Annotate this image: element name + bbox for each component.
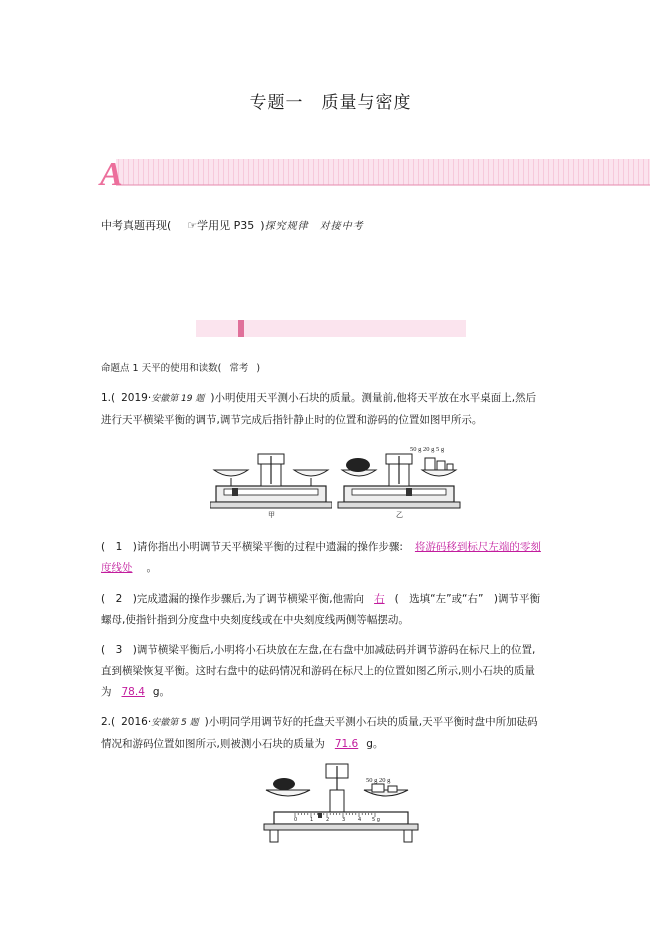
q2-stem-text: )小明同学用调节好的托盘天平测小石块的质量,天平平衡时盘中所加砝码情况和游码位置如图所示,则被测小石块的质量为 <box>101 716 538 750</box>
q2-source: 安徽第 5 题 <box>151 718 199 728</box>
topic-num: 1 <box>132 363 139 374</box>
section-close: ) <box>260 219 265 232</box>
topic-divider-bar <box>196 320 466 337</box>
topic-freq: 常考 <box>229 363 249 374</box>
q2-stone <box>273 778 295 790</box>
q2-rider <box>318 813 322 818</box>
weights-label-yi: 50 g 20 g 5 g <box>410 446 445 453</box>
q1-p2-rest: ( 选填“左”或“右” )调节平衡螺母,使指针指到分度盘中央刻度线或在中央刻度线两侧等幅摆动。 <box>101 593 541 626</box>
balance-figure-yi <box>336 440 466 518</box>
q1-p2-num: ( 2 ) <box>101 593 137 605</box>
section-tags: 探究规律 对接中考 <box>264 221 364 232</box>
q1-source: 安徽第 19 题 <box>151 394 205 404</box>
scale-label-0: 0 <box>294 817 298 823</box>
page-title: 专题一 质量与密度 <box>249 93 412 113</box>
scale-label-4: 4 <box>358 817 362 823</box>
section-banner <box>98 157 650 187</box>
topic-close: ) <box>256 363 261 374</box>
q1-year: 2019· <box>121 392 152 404</box>
divider-mark <box>238 320 244 337</box>
q1-p1-num: ( 1 ) <box>101 541 137 553</box>
section-prefix: 中考真题再现( <box>101 219 172 232</box>
q1-p2-text: 完成遗漏的操作步骤后,为了调节横梁平衡,他需向 <box>136 593 365 605</box>
stone <box>346 458 370 472</box>
q2-weights-label: 50 g 20 g <box>366 777 391 784</box>
q2-year: 2016· <box>121 716 152 728</box>
q1-stem-text: )小明使用天平测小石块的质量。测量前,他将天平放在水平桌面上,然后进行天平横梁平衡的调节,调节完成后指针静止时的位置和游码的位置如图甲所示。 <box>101 392 537 426</box>
scale-label-3: 3 <box>342 817 346 823</box>
section-ref: ☞学用见 P35 <box>187 219 255 232</box>
q2-number: 2.( <box>101 716 116 728</box>
label-jia: 甲 <box>268 511 275 518</box>
q1-p3-text: 调节横梁平衡后,小明将小石块放在左盘,在右盘中加减砝码并调节游码在标尺上的位置,直到横梁恢复平衡。这时右盘中的砝码情况和游码在标尺上的位置如图乙所示,则小石块的质量为 <box>101 644 536 698</box>
banner-letter: A <box>100 157 123 187</box>
q1-part3 <box>101 640 541 703</box>
balance-figure-q2 <box>260 760 422 844</box>
q1-part2 <box>101 589 541 631</box>
q1-p3-answer: 78.4 <box>121 686 145 698</box>
q1-p2-answer: 右 <box>374 593 385 605</box>
q1-number: 1.( <box>101 392 116 404</box>
q2-end: g。 <box>366 738 384 750</box>
q2-stem <box>101 712 541 755</box>
scale-label-2: 2 <box>326 817 330 823</box>
topic-heading <box>101 360 260 374</box>
q1-p3-end: g。 <box>152 686 171 698</box>
q1-part1 <box>101 537 541 579</box>
label-yi: 乙 <box>396 511 403 518</box>
q1-p1-text: 请你指出小明调节天平横梁平衡的过程中遗漏的操作步骤: <box>136 541 403 553</box>
section-heading <box>101 217 364 233</box>
q1-stem <box>101 388 541 431</box>
q1-p1-answer: 将游码移到标尺左端的零刻度线处 <box>101 541 541 574</box>
topic-prefix: 命题点 <box>101 363 130 374</box>
topic-text: 天平的使用和读数( <box>141 363 222 374</box>
scale-label-1: 1 <box>310 817 314 823</box>
q1-p1-end: 。 <box>146 562 157 574</box>
scale-label-5: 5 g <box>372 817 380 823</box>
q2-answer: 71.6 <box>334 738 359 750</box>
q1-p3-num: ( 3 ) <box>101 644 137 656</box>
balance-figure-jia <box>210 448 332 518</box>
